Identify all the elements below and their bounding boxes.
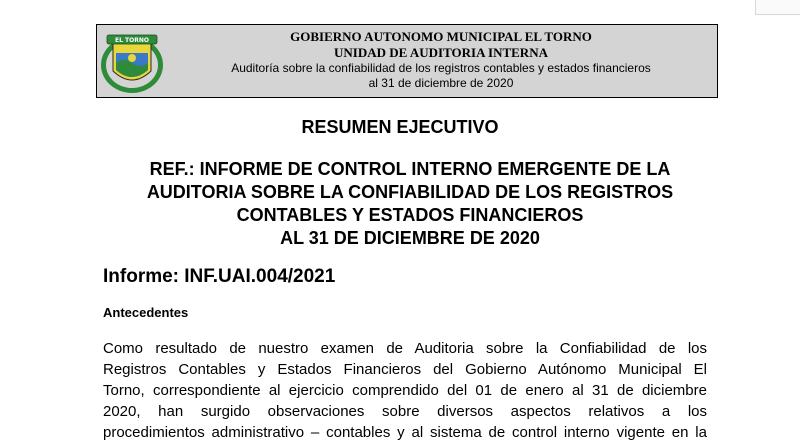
section-heading-antecedentes: Antecedentes xyxy=(103,305,189,320)
unit-name: UNIDAD DE AUDITORIA INTERNA xyxy=(334,45,548,60)
paragraph-line: procedimientos administrativo – contables y al sistema de control interno vigente en la xyxy=(103,424,707,441)
logo-banner-text: EL TORNO xyxy=(115,37,149,44)
report-number: Informe: INF.UAI.004/2021 xyxy=(103,266,336,287)
reference-block xyxy=(90,158,730,250)
header-subtitle-line2: al 31 de diciembre de 2020 xyxy=(368,76,514,90)
municipal-crest-logo xyxy=(99,27,165,95)
reference-line: REF.: INFORME DE CONTROL INTERNO EMERGENTE DE LA xyxy=(149,159,671,179)
reference-line: AUDITORIA SOBRE LA CONFIABILIDAD DE LOS REGISTROS xyxy=(146,182,674,202)
reference-line: CONTABLES Y ESTADOS FINANCIEROS xyxy=(236,205,584,225)
reference-line: AL 31 DE DICIEMBRE DE 2020 xyxy=(280,228,540,248)
paragraph-line: Como resultado de nuestro examen de Auditoria sobre la Confiabilidad de los xyxy=(103,340,707,357)
page-corner xyxy=(755,0,800,15)
organization-name: GOBIERNO AUTONOMO MUNICIPAL EL TORNO xyxy=(290,29,592,44)
document-header xyxy=(96,24,718,98)
document-title: RESUMEN EJECUTIVO xyxy=(301,117,499,137)
paragraph-line: Registros Contables y Estados Financieros del Gobierno Autónomo Municipal El xyxy=(103,361,707,378)
paragraph-line: 2020, han surgido observaciones sobre diversos aspectos relativos a los xyxy=(103,403,707,420)
paragraph-line: Torno, correspondiente al ejercicio comprendido del 01 de enero al 31 de diciembre xyxy=(103,382,707,399)
header-subtitle-line1: Auditoría sobre la confiabilidad de los registros contables y estados financieros xyxy=(231,61,651,75)
header-text-block xyxy=(165,29,717,91)
antecedentes-paragraph xyxy=(103,338,707,443)
